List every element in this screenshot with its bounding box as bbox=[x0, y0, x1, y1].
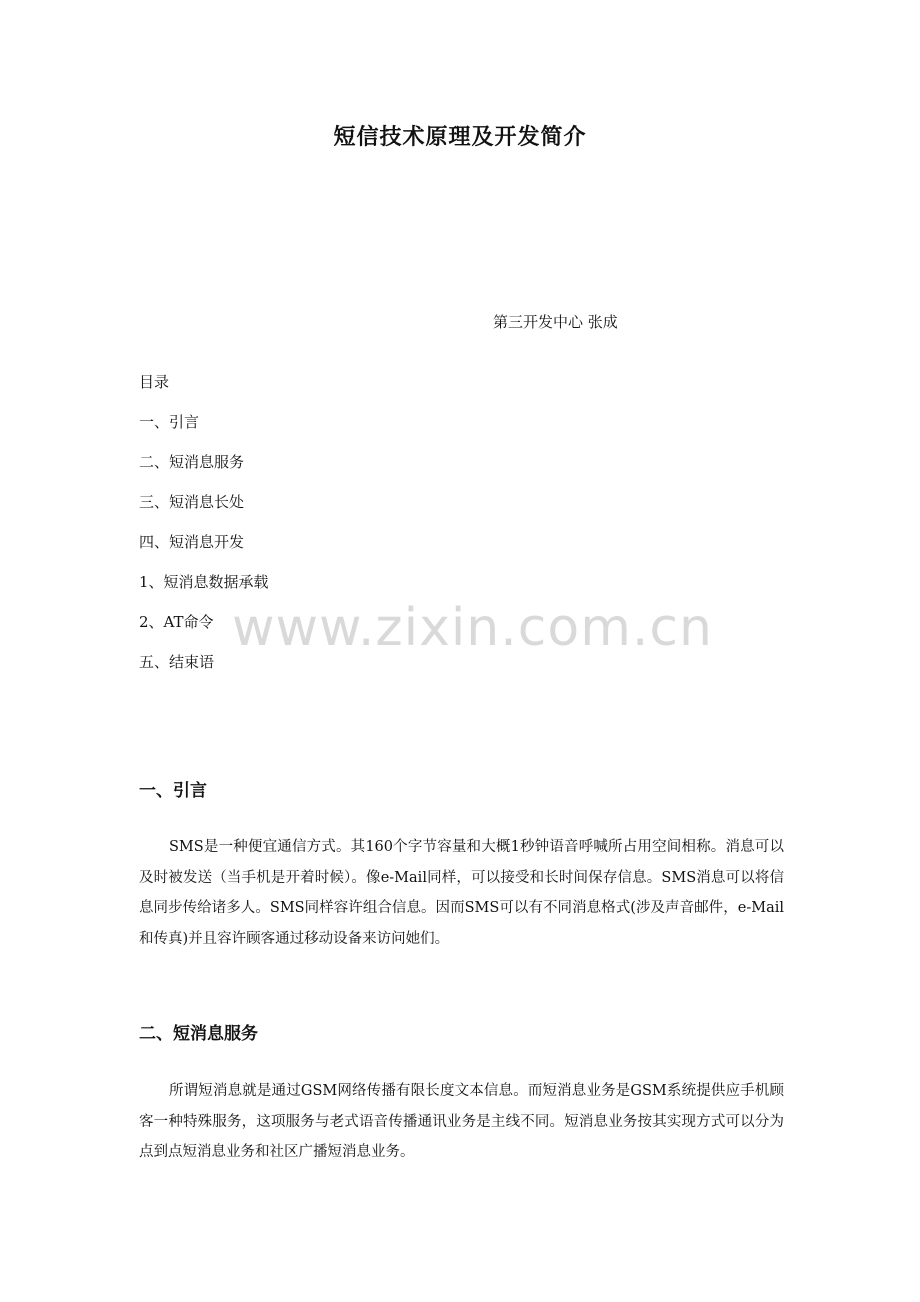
watermark: www.zixin.com.cn bbox=[232, 598, 713, 658]
toc-item: 1、短消息数据承载 bbox=[139, 573, 269, 591]
toc-item: 五、结束语 bbox=[139, 653, 215, 671]
document-title: 短信技术原理及开发简介 bbox=[333, 124, 587, 150]
toc-item: 二、短消息服务 bbox=[139, 453, 245, 471]
section-paragraph-intro: SMS是一种便宜通信方式。其160个字节容量和大概1秒钟语音呼喊所占用空间相称。消息可以及时被发送（当手机是开着时候）。像e-Mail同样，可以接受和长时间保存信息。SMS消息可以将信息同步传给诸多人。SMS同样容许组合信息。因而SMS可以有不同消息格式(涉及声音邮件，e-Mail和传真)并且容许顾客通过移动设备来访问她们。 bbox=[139, 839, 784, 948]
toc-item: 一、引言 bbox=[139, 413, 200, 431]
section-paragraph-sms-service: 所谓短消息就是通过GSM网络传播有限长度文本信息。而短消息业务是GSM系统提供应手机顾客一种特殊服务，这项服务与老式语音传播通讯业务是主线不同。短消息业务按其实现方式可以分为点到点短消息业务和社区广播短消息业务。 bbox=[139, 1083, 784, 1161]
toc-item: 2、AT命令 bbox=[139, 613, 214, 631]
section-heading-intro: 一、引言 bbox=[139, 781, 207, 801]
toc-heading: 目录 bbox=[139, 373, 170, 391]
toc-item: 四、短消息开发 bbox=[139, 533, 245, 551]
author-line: 第三开发中心 张成 bbox=[493, 313, 618, 331]
toc-item: 三、短消息长处 bbox=[139, 493, 245, 511]
section-heading-sms-service: 二、短消息服务 bbox=[139, 1024, 258, 1044]
